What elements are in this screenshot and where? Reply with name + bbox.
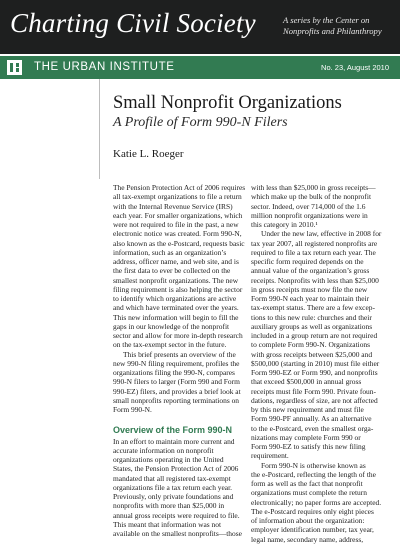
body-column-left bbox=[113, 183, 265, 538]
paragraph bbox=[251, 229, 397, 460]
text-line: This new information will begin to fill the bbox=[113, 312, 239, 322]
text-line: tax-exempt status. There are a few excep- bbox=[251, 303, 375, 313]
text-line: with less than $25,000 in gross receipts— bbox=[251, 183, 376, 192]
text-line: that exceed $500,000 in annual gross bbox=[251, 377, 362, 387]
body-column-right bbox=[251, 183, 397, 544]
text-line: nonprofits with more than $25,000 in bbox=[113, 501, 225, 511]
text-line: organizations file a tax return each year. bbox=[113, 482, 233, 492]
text-line: filing requirement is also helping the sector bbox=[113, 284, 243, 294]
text-line: information, such as an organization’s bbox=[113, 247, 227, 257]
vertical-divider bbox=[99, 79, 100, 179]
text-line: receipts must file Form 990. Private foun- bbox=[251, 386, 376, 396]
text-line: of information about the organization: bbox=[251, 516, 365, 525]
tagline-line: Nonprofits and Philanthropy bbox=[283, 25, 382, 36]
paragraph bbox=[113, 437, 265, 539]
text-line: 990-EZ) filers, and provides a brief look at bbox=[113, 386, 241, 396]
paragraph bbox=[113, 183, 265, 350]
text-line: sector and allow for more in-depth research bbox=[113, 331, 243, 340]
text-line: and which have terminated over the years. bbox=[113, 303, 239, 313]
paragraph bbox=[113, 350, 265, 415]
text-line: dations, regardless of size, are not affected bbox=[251, 395, 378, 405]
text-line: included in a group return are not required bbox=[251, 331, 378, 340]
text-line: smallest nonprofit organizations. The new bbox=[113, 275, 239, 285]
text-line: specific form required depends on the bbox=[251, 257, 364, 266]
text-line: In an effort to maintain more current and bbox=[113, 436, 235, 446]
text-line: legal name, secondary name, address, bbox=[251, 534, 364, 544]
text-line: form as well as the fact that nonprofit bbox=[251, 479, 363, 488]
article-subtitle: A Profile of Form 990-N Filers bbox=[113, 115, 288, 130]
text-line: which make up the bulk of the nonprofit bbox=[251, 192, 372, 202]
text-line: nizations may complete Form 990 or bbox=[251, 432, 361, 442]
text-line: Form 990-EZ to satisfy this new filing bbox=[251, 442, 366, 451]
text-line: to identify which organizations are active bbox=[113, 294, 237, 303]
text-line: receipts. Nonprofits with less than $25,000 bbox=[251, 275, 379, 285]
text-line: also known as the e-Postcard, requests basic bbox=[113, 238, 245, 248]
institute-bar bbox=[0, 56, 400, 79]
text-line: organizations filing the 990-N, compares bbox=[113, 368, 235, 377]
text-line: available on the smallest nonprofits—those bbox=[113, 529, 242, 538]
text-line: were not required to file in the past, a new bbox=[113, 220, 239, 229]
text-line: Form 990-N each year to maintain their bbox=[251, 294, 370, 303]
text-line: on the tax-exempt sector in the future. bbox=[113, 340, 227, 350]
article-title: Small Nonprofit Organizations bbox=[113, 93, 342, 113]
text-line: sector. Indeed, over 714,000 of the 1.6 bbox=[251, 201, 366, 211]
text-line: small nonprofits reporting terminations on bbox=[113, 395, 240, 405]
text-line: electronically; no paper forms are accepted. bbox=[251, 497, 382, 507]
text-line: Under the new law, effective in 2008 for bbox=[261, 229, 382, 239]
text-line: auxiliary groups as well as organizations bbox=[251, 321, 373, 331]
text-line: This brief presents an overview of the bbox=[123, 349, 236, 359]
text-line: the first data to ever be collected on the bbox=[113, 266, 231, 276]
text-line: with gross receipts between $25,000 and bbox=[251, 349, 373, 359]
series-title: Charting Civil Society bbox=[10, 8, 256, 38]
article-author: Katie L. Roeger bbox=[113, 148, 184, 160]
section-heading: Overview of the Form 990-N bbox=[113, 424, 233, 435]
text-line: Form 990-PF annually. As an alternative bbox=[251, 414, 372, 424]
text-line: to complete Form 990-N. Organizations bbox=[251, 340, 371, 350]
text-line: this category in 2010.¹ bbox=[251, 220, 318, 229]
text-line: required to file a tax return each year. The bbox=[251, 247, 376, 257]
text-line: Form 990-EZ or Form 990, and nonprofits bbox=[251, 368, 378, 377]
urban-institute-logo-icon bbox=[7, 60, 22, 75]
text-line: mandated that all registered tax-exempt bbox=[113, 473, 231, 483]
text-line: annual gross receipts were required to file. bbox=[113, 510, 240, 520]
text-line: electronic notice was created. Form 990-N, bbox=[113, 229, 242, 239]
text-line: 990-N filers to larger (Form 990 and Form bbox=[113, 377, 240, 387]
text-line: $500,000 (starting in 2010) must file either bbox=[251, 358, 380, 368]
paragraph bbox=[251, 183, 397, 229]
text-line: by this new requirement and must file bbox=[251, 405, 364, 414]
text-line: Form 990-N is otherwise known as bbox=[261, 460, 366, 470]
text-line: the e-Postcard, reflecting the length of the bbox=[251, 469, 376, 479]
tagline-line: A series by the Center on bbox=[283, 15, 370, 25]
text-line: This meant that information was not bbox=[113, 519, 222, 529]
text-line: to the e-Postcard, even the smallest orga- bbox=[251, 423, 374, 433]
text-line: organizations operating in the United bbox=[113, 455, 224, 464]
institute-name: THE URBAN INSTITUTE bbox=[34, 61, 175, 73]
text-line: Form 990-N. bbox=[113, 405, 152, 414]
series-masthead bbox=[0, 0, 400, 54]
text-line: million nonprofit organizations were in bbox=[251, 210, 368, 220]
text-line: tions to this new rule: churches and their bbox=[251, 312, 372, 322]
issue-number: No. 23, August 2010 bbox=[321, 63, 389, 72]
text-line: The e-Postcard requires only eight pieces bbox=[251, 506, 374, 516]
text-line: States, the Pension Protection Act of 2006 bbox=[113, 464, 239, 474]
text-line: annual value of the organization’s gross bbox=[251, 266, 370, 276]
text-line: each year. For smaller organizations, which bbox=[113, 210, 243, 220]
text-line: address, officer name, and web site, and is bbox=[113, 257, 239, 266]
text-line: with the Internal Revenue Service (IRS) bbox=[113, 201, 233, 211]
text-line: all tax-exempt organizations to file a return bbox=[113, 192, 242, 202]
text-line: gaps in our knowledge of the nonprofit bbox=[113, 321, 230, 331]
paragraph bbox=[251, 461, 397, 544]
text-line: organizations must complete the return bbox=[251, 488, 367, 498]
text-line: The Pension Protection Act of 2006 requires bbox=[113, 183, 246, 192]
text-line: Previously, only private foundations and bbox=[113, 492, 234, 501]
text-line: requirement. bbox=[251, 451, 289, 461]
text-line: accurate information on nonprofit bbox=[113, 445, 214, 455]
text-line: employer identification number, tax year, bbox=[251, 525, 374, 535]
text-line: tax year 2007, all registered nonprofits are bbox=[251, 238, 378, 248]
text-line: new 990-N filing requirement, profiles the bbox=[113, 358, 240, 368]
series-tagline bbox=[283, 15, 395, 36]
text-line: in gross receipts must now file the new bbox=[251, 284, 368, 294]
